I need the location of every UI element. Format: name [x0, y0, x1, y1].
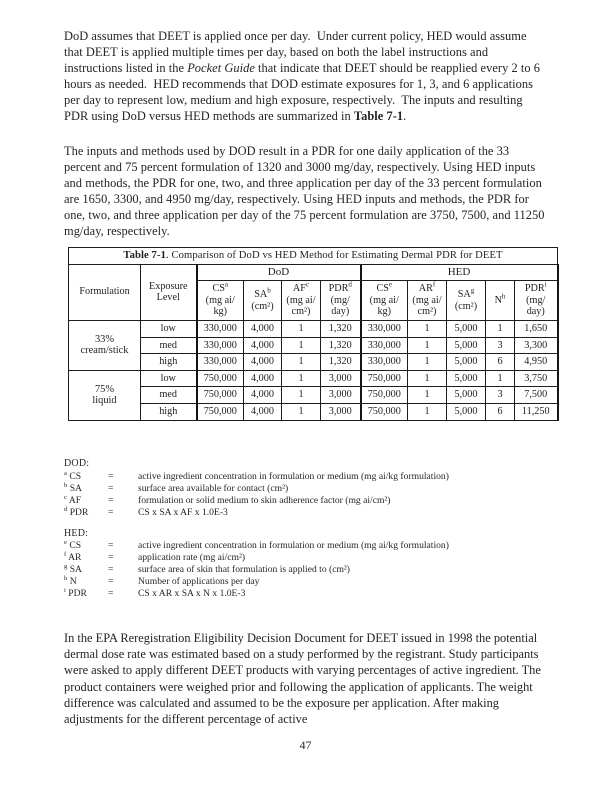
cell-hed-sa: 5,000 — [447, 337, 486, 354]
cell-hed-ar: 1 — [408, 403, 447, 420]
footnote-item — [64, 576, 534, 588]
table-row — [69, 320, 558, 337]
footnote-item — [64, 483, 534, 495]
cell-hed-sa: 5,000 — [447, 354, 486, 371]
intro-italic-phrase: Pocket Guide — [187, 61, 255, 76]
footnote-definition: formulation or solid medium to skin adherence factor (mg ai/cm²) — [138, 494, 391, 506]
cell-dod-af: 1 — [282, 320, 321, 337]
footnote-symbol: $^d$ PDR — [64, 505, 89, 518]
formulation-label-33: 33% cream/stick — [69, 320, 141, 370]
paragraph-closing: In the EPA Reregistration Eligibility Decision Document for DEET issued in 1998 the potential dermal dose rate was estimated based on a study performed by the registrant. Study participants were asked to apply different DEET products with varying percentages of active ingredient. The product containers were weighed prior and following the application of applicants. The weight difference was calculated and assumed to be the exposure per application. After making adjustments for the different percentage of active — [64, 631, 541, 727]
header-formulation: Formulation — [69, 264, 141, 320]
cell-dod-sa: 4,000 — [244, 337, 282, 354]
footnote-equals: = — [108, 506, 114, 518]
footnote-symbol: $^f$ AR — [64, 551, 82, 564]
cell-hed-ar: 1 — [408, 337, 447, 354]
exposure-level: high — [141, 403, 197, 420]
footnote-item — [64, 564, 534, 576]
cell-dod-af: 1 — [282, 387, 321, 404]
group-header-hed: HED — [361, 264, 558, 281]
footnote-definition: Number of applications per day — [138, 576, 260, 588]
cell-hed-n: 3 — [486, 337, 515, 354]
cell-dod-sa: 4,000 — [244, 403, 282, 420]
exposure-level: high — [141, 354, 197, 371]
footnote-equals: = — [108, 494, 114, 506]
exposure-level: low — [141, 370, 197, 387]
intro-text-1: DoD assumes that DEET is applied once per day. Under current policy, HED would assume that DEET is applied multiple times per day, based on both the label instructions and instructions listed in the — [64, 29, 527, 76]
footnotes-dod-heading: DOD: — [64, 458, 90, 469]
cell-hed-sa: 5,000 — [447, 370, 486, 387]
table-caption-cell — [69, 248, 558, 265]
cell-dod-pdr: 1,320 — [321, 337, 361, 354]
intro-text-2: that indicate that DEET should be reapplied every 2 to 6 hours as needed. HED recommends that DOD estimate exposures for 1, 3, and 6 applications per day to represent low, medium and high exposure, respectively. The inputs and resulting PDR using DoD versus HED methods are summarized in — [64, 61, 540, 124]
cell-hed-cs: 330,000 — [361, 354, 408, 371]
closing-text-block — [64, 630, 554, 727]
cell-hed-cs: 750,000 — [361, 387, 408, 404]
upper-text-block — [64, 28, 548, 239]
footnote-item — [64, 507, 534, 519]
footnote-definition: active ingredient concentration in formulation or medium (mg ai/kg formulation) — [138, 470, 449, 482]
cell-hed-sa: 5,000 — [447, 403, 486, 420]
footnote-symbol: $^b$ SA — [64, 481, 82, 494]
cell-hed-ar: 1 — [408, 354, 447, 371]
paragraph-intro — [64, 28, 548, 125]
footnote-symbol: $^i$ PDR — [64, 586, 87, 600]
footnote-symbol: $^a$ CS — [64, 469, 82, 482]
cell-hed-n: 1 — [486, 320, 515, 337]
footnote-symbol: $^h$ N — [64, 574, 77, 588]
cell-dod-pdr: 3,000 — [321, 387, 361, 404]
cell-hed-ar: 1 — [408, 387, 447, 404]
cell-dod-af: 1 — [282, 354, 321, 371]
col-header-hed-pdr: PDR$^i$ (mg/ day) — [515, 281, 558, 321]
paragraph-spacer — [64, 125, 548, 143]
cell-hed-sa: 5,000 — [447, 387, 486, 404]
cell-dod-cs: 750,000 — [197, 370, 244, 387]
table-group-header-row — [69, 264, 558, 281]
cell-dod-cs: 330,000 — [197, 354, 244, 371]
cell-hed-ar: 1 — [408, 320, 447, 337]
formulation-label-75: 75% liquid — [69, 370, 141, 420]
table-row — [69, 387, 558, 404]
footnotes-hed — [64, 528, 534, 600]
cell-hed-pdr: 11,250 — [515, 403, 558, 420]
cell-hed-pdr: 3,300 — [515, 337, 558, 354]
cell-hed-n: 6 — [486, 354, 515, 371]
footnotes-dod — [64, 458, 534, 519]
cell-dod-pdr: 1,320 — [321, 354, 361, 371]
table-7-1 — [68, 247, 550, 421]
col-header-dod-af: AF$^c$ (mg ai/ cm²) — [282, 281, 321, 321]
footnote-equals: = — [108, 588, 114, 600]
cell-dod-cs: 330,000 — [197, 320, 244, 337]
footnote-definition: active ingredient concentration in formulation or medium (mg ai/kg formulation) — [138, 540, 449, 552]
cell-dod-af: 1 — [282, 337, 321, 354]
cell-hed-cs: 330,000 — [361, 337, 408, 354]
footnote-definition: CS x SA x AF x 1.0E-3 — [138, 506, 228, 518]
footnote-equals: = — [108, 576, 114, 588]
footnote-equals: = — [108, 482, 114, 494]
footnote-item — [64, 495, 534, 507]
footnote-definition: CS x AR x SA x N x 1.0E-3 — [138, 588, 246, 600]
cell-dod-pdr: 3,000 — [321, 403, 361, 420]
footnote-item — [64, 552, 534, 564]
cell-dod-sa: 4,000 — [244, 387, 282, 404]
page-number: 47 — [299, 738, 312, 752]
table-row — [69, 403, 558, 420]
group-header-dod: DoD — [197, 264, 361, 281]
footnote-equals: = — [108, 540, 114, 552]
cell-hed-n: 6 — [486, 403, 515, 420]
col-header-dod-cs: CS$^a$ (mg ai/ kg) — [197, 281, 244, 321]
footnote-equals: = — [108, 470, 114, 482]
footnote-definition: surface area available for contact (cm²) — [138, 482, 289, 494]
table-number: Table 7-1 — [123, 250, 166, 261]
table-row — [69, 354, 558, 371]
table-title-row — [69, 248, 558, 265]
cell-hed-cs: 750,000 — [361, 403, 408, 420]
footnote-item — [64, 588, 534, 600]
footnotes-hed-heading: HED: — [64, 527, 89, 539]
table-row — [69, 337, 558, 354]
table-row — [69, 370, 558, 387]
cell-hed-sa: 5,000 — [447, 320, 486, 337]
col-header-hed-ar: AR$^f$ (mg ai/ cm²) — [408, 281, 447, 321]
cell-dod-af: 1 — [282, 403, 321, 420]
cell-dod-sa: 4,000 — [244, 320, 282, 337]
footnote-symbol: $^c$ AF — [64, 493, 82, 506]
cell-dod-sa: 4,000 — [244, 354, 282, 371]
col-header-hed-sa: SA$^g$ (cm²) — [447, 281, 486, 321]
footnote-symbol: $^e$ CS — [64, 539, 82, 552]
cell-hed-pdr: 7,500 — [515, 387, 558, 404]
cell-dod-pdr: 1,320 — [321, 320, 361, 337]
cell-hed-n: 3 — [486, 387, 515, 404]
exposure-level: med — [141, 337, 197, 354]
footnote-item — [64, 471, 534, 483]
cell-hed-pdr: 1,650 — [515, 320, 558, 337]
cell-dod-pdr: 3,000 — [321, 370, 361, 387]
col-header-hed-cs: CS$^e$ (mg ai/ kg) — [361, 281, 408, 321]
col-header-hed-n: N$^h$ — [486, 281, 515, 321]
cell-dod-cs: 750,000 — [197, 387, 244, 404]
cell-hed-cs: 330,000 — [361, 320, 408, 337]
table-caption-text: . Comparison of DoD vs HED Method for Estimating Dermal PDR for DEET — [165, 250, 503, 261]
cell-dod-af: 1 — [282, 370, 321, 387]
cell-hed-cs: 750,000 — [361, 370, 408, 387]
cell-hed-pdr: 3,750 — [515, 370, 558, 387]
cell-hed-ar: 1 — [408, 370, 447, 387]
cell-hed-n: 1 — [486, 370, 515, 387]
pdr-comparison-table — [68, 247, 559, 421]
cell-hed-pdr: 4,950 — [515, 354, 558, 371]
footnote-symbol: $^g$ SA — [64, 563, 82, 576]
footnotes-block — [64, 458, 534, 609]
col-header-dod-pdr: PDR$^d$ (mg/ day) — [321, 281, 361, 321]
intro-text-3: . — [403, 109, 407, 124]
cell-dod-sa: 4,000 — [244, 370, 282, 387]
intro-bold-phrase: Table 7-1 — [353, 109, 404, 124]
header-exposure-level: Exposure Level — [141, 264, 197, 320]
col-header-dod-sa: SA$^b$ (cm²) — [244, 281, 282, 321]
footnote-equals: = — [108, 552, 114, 564]
exposure-level: low — [141, 320, 197, 337]
footnote-definition: surface area of skin that formulation is applied to (cm²) — [138, 564, 350, 576]
paragraph-methods: The inputs and methods used by DOD result in a PDR for one daily application of the 33 percent and 75 percent formulation of 1320 and 3000 mg/day, respectively. Using HED inputs and methods, the PDR for one, two, and three application per day of the 33 percent formulation are 1650, 3300, and 4950 mg/day, respectively. Using HED inputs and methods, the PDR for one, two, and three application per day of the 75 percent formulation are 3750, 7500, and 11250 mg/day, respectively. — [64, 143, 545, 239]
cell-dod-cs: 750,000 — [197, 403, 244, 420]
cell-dod-cs: 330,000 — [197, 337, 244, 354]
footnote-equals: = — [108, 564, 114, 576]
footnote-item — [64, 540, 534, 552]
exposure-level: med — [141, 387, 197, 404]
footnote-definition: application rate (mg ai/cm²) — [138, 552, 246, 564]
